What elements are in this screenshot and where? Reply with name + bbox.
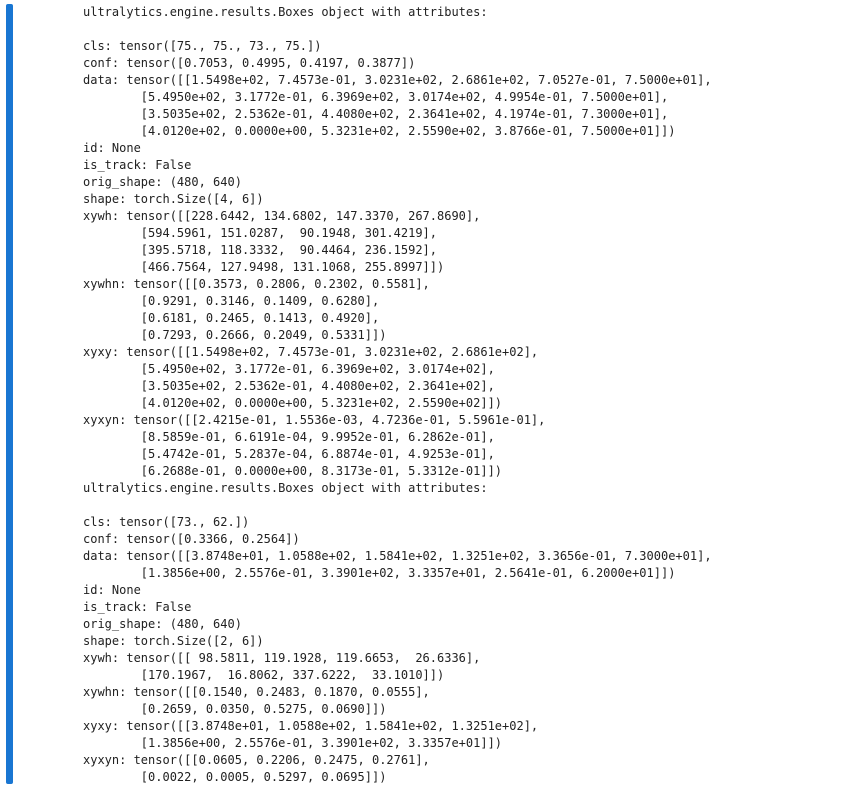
output-line: [594.5961, 151.0287, 90.1948, 301.4219],	[83, 226, 438, 240]
output-line: [0.0022, 0.0005, 0.5297, 0.0695]])	[83, 770, 387, 784]
output-line: [395.5718, 118.3332, 90.4464, 236.1592],	[83, 243, 438, 257]
output-line	[83, 21, 712, 38]
output-line: [4.0120e+02, 0.0000e+00, 5.3231e+02, 2.5590e+02]])	[83, 396, 503, 410]
cell-selection-bar[interactable]	[6, 4, 13, 784]
output-line: [5.4950e+02, 3.1772e-01, 6.3969e+02, 3.0174e+02, 4.9954e-01, 7.5000e+01],	[83, 90, 669, 104]
output-line: shape: torch.Size([4, 6])	[83, 192, 264, 206]
output-line: xywh: tensor([[228.6442, 134.6802, 147.3370, 267.8690],	[83, 209, 481, 223]
output-line	[83, 497, 712, 514]
output-line: xywh: tensor([[ 98.5811, 119.1928, 119.6653, 26.6336],	[83, 651, 481, 665]
output-line: orig_shape: (480, 640)	[83, 175, 242, 189]
output-line: data: tensor([[3.8748e+01, 1.0588e+02, 1.5841e+02, 1.3251e+02, 3.3656e-01, 7.3000e+01],	[83, 549, 712, 563]
output-line: [1.3856e+00, 2.5576e-01, 3.3901e+02, 3.3357e+01, 2.5641e-01, 6.2000e+01]])	[83, 566, 676, 580]
output-line: xywhn: tensor([[0.1540, 0.2483, 0.1870, 0.0555],	[83, 685, 430, 699]
cell-output-text	[83, 4, 712, 786]
output-line: xyxy: tensor([[3.8748e+01, 1.0588e+02, 1.5841e+02, 1.3251e+02],	[83, 719, 539, 733]
output-line: cls: tensor([73., 62.])	[83, 515, 250, 529]
output-line: ultralytics.engine.results.Boxes object with attributes:	[83, 481, 488, 495]
output-line: [0.2659, 0.0350, 0.5275, 0.0690]])	[83, 702, 387, 716]
output-line: cls: tensor([75., 75., 73., 75.])	[83, 39, 322, 53]
output-line: [0.7293, 0.2666, 0.2049, 0.5331]])	[83, 328, 387, 342]
output-line: [0.6181, 0.2465, 0.1413, 0.4920],	[83, 311, 380, 325]
output-line: id: None	[83, 141, 141, 155]
output-line: xyxy: tensor([[1.5498e+02, 7.4573e-01, 3.0231e+02, 2.6861e+02],	[83, 345, 539, 359]
output-line: [0.9291, 0.3146, 0.1409, 0.6280],	[83, 294, 380, 308]
output-line: [1.3856e+00, 2.5576e-01, 3.3901e+02, 3.3357e+01]])	[83, 736, 503, 750]
output-line: [3.5035e+02, 2.5362e-01, 4.4080e+02, 2.3641e+02],	[83, 379, 495, 393]
output-line: [4.0120e+02, 0.0000e+00, 5.3231e+02, 2.5590e+02, 3.8766e-01, 7.5000e+01]])	[83, 124, 676, 138]
output-line: xyxyn: tensor([[0.0605, 0.2206, 0.2475, 0.2761],	[83, 753, 430, 767]
output-line: shape: torch.Size([2, 6])	[83, 634, 264, 648]
output-line: is_track: False	[83, 600, 192, 614]
output-line: [5.4950e+02, 3.1772e-01, 6.3969e+02, 3.0174e+02],	[83, 362, 495, 376]
output-line: data: tensor([[1.5498e+02, 7.4573e-01, 3.0231e+02, 2.6861e+02, 7.0527e-01, 7.5000e+01],	[83, 73, 712, 87]
output-line: [466.7564, 127.9498, 131.1068, 255.8997]])	[83, 260, 445, 274]
output-line: conf: tensor([0.7053, 0.4995, 0.4197, 0.3877])	[83, 56, 416, 70]
output-line: conf: tensor([0.3366, 0.2564])	[83, 532, 300, 546]
output-line: [5.4742e-01, 5.2837e-04, 6.8874e-01, 4.9253e-01],	[83, 447, 495, 461]
output-line: [170.1967, 16.8062, 337.6222, 33.1010]])	[83, 668, 445, 682]
output-line: ultralytics.engine.results.Boxes object with attributes:	[83, 5, 488, 19]
output-line: xywhn: tensor([[0.3573, 0.2806, 0.2302, 0.5581],	[83, 277, 430, 291]
output-line: [8.5859e-01, 6.6191e-04, 9.9952e-01, 6.2862e-01],	[83, 430, 495, 444]
output-line: is_track: False	[83, 158, 192, 172]
output-line: [3.5035e+02, 2.5362e-01, 4.4080e+02, 2.3641e+02, 4.1974e-01, 7.3000e+01],	[83, 107, 669, 121]
output-line: id: None	[83, 583, 141, 597]
output-line: [6.2688e-01, 0.0000e+00, 8.3173e-01, 5.3312e-01]])	[83, 464, 503, 478]
output-line: orig_shape: (480, 640)	[83, 617, 242, 631]
output-line: xyxyn: tensor([[2.4215e-01, 1.5536e-03, 4.7236e-01, 5.5961e-01],	[83, 413, 546, 427]
